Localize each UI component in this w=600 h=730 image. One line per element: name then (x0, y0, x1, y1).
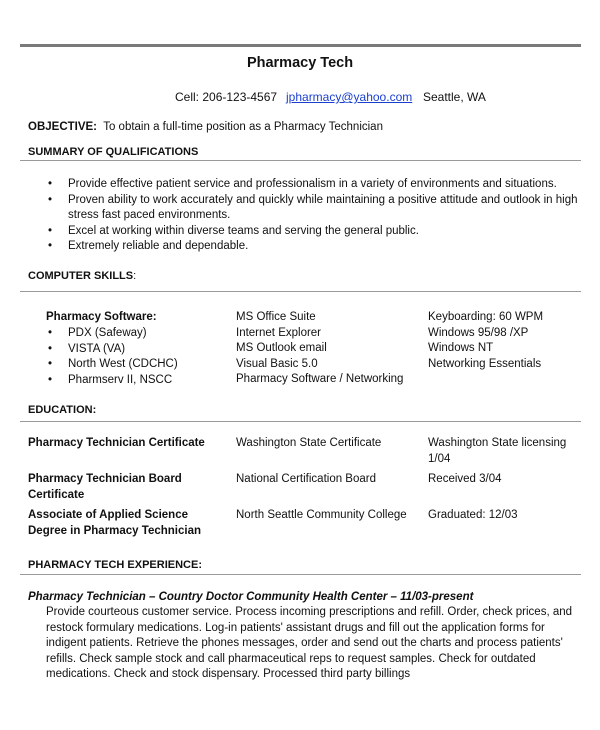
objective-label: OBJECTIVE: (28, 121, 98, 133)
bullet-icon: • (48, 240, 53, 252)
pharmacy-software-list (46, 326, 226, 388)
bullet-icon: • (48, 178, 53, 190)
education-school: National Certification Board (236, 473, 376, 485)
skill-item: MS Office Suite (236, 311, 316, 323)
location: Seattle, WA (423, 90, 486, 104)
skill-item: Networking Essentials (428, 357, 542, 370)
education-degree: Pharmacy Technician Certificate (28, 437, 205, 449)
skills-heading: COMPUTER SKILLS: (28, 270, 137, 282)
list-item: • North West (CDCHC) (46, 357, 226, 373)
list-item: • Excel at working within diverse teams and serving the general public. (46, 224, 586, 240)
skill-item: Pharmacy Software / Networking (236, 373, 404, 385)
education-status: Received 3/04 (428, 473, 502, 485)
list-item: • Proven ability to work accurately and quickly while maintaining a positive attitude and outlook in high stress fast paced environments. (48, 193, 578, 221)
education-status: Graduated: 12/03 (428, 509, 518, 521)
pharmacy-software-title: Pharmacy Software: (46, 311, 157, 323)
education-school: Washington State Certificate (236, 437, 382, 449)
experience-heading: PHARMACY TECH EXPERIENCE: (28, 559, 202, 571)
skill-item: MS Outlook email (236, 342, 327, 354)
objective-text: To obtain a full-time position as a Pharmacy Technician (103, 121, 383, 133)
skill-item: Windows NT (428, 342, 494, 354)
education-status: Washington State licensing 1/04 (428, 437, 567, 465)
skill-item: Windows 95/98 /XP (428, 326, 529, 339)
bullet-icon: • (48, 342, 53, 355)
education-heading: EDUCATION: (28, 404, 97, 416)
education-divider (20, 421, 581, 422)
education-school: North Seattle Community College (236, 509, 407, 521)
resume-title: Pharmacy Tech (246, 55, 354, 71)
skills-col2 (236, 310, 403, 388)
skill-item: Internet Explorer (236, 326, 322, 339)
bullet-icon: • (48, 193, 53, 206)
bullet-icon: • (48, 327, 53, 339)
list-item: • PDX (Safeway) (46, 326, 226, 342)
summary-divider (20, 160, 581, 161)
summary-heading: SUMMARY OF QUALIFICATIONS (28, 146, 199, 158)
top-divider (20, 44, 581, 47)
bullet-icon: • (48, 358, 53, 370)
objective-line (28, 120, 383, 136)
skills-divider (20, 291, 581, 292)
list-item: • Pharmserv II, NSCC (46, 373, 226, 389)
experience-divider (20, 574, 581, 575)
job-description: Provide courteous customer service. Process incoming prescriptions and refill. Order, check prices, and restock formulary medications. Log-in patients' assistant drugs and fill out the application forms for indigent patients. Retrieve the phones messages, order and send out the charts and process patients' refills. Check sample stock and call pharmaceutical reps to request samples. Check for outdated medications. Check and stock dispensary. Processed third party billings (46, 606, 573, 680)
summary-list (46, 177, 586, 255)
bullet-icon: • (48, 373, 53, 386)
list-item: • VISTA (VA) (46, 342, 226, 358)
education-degree: Associate of Applied Science Degree in Pharmacy Technician (28, 509, 201, 537)
bullet-icon: • (48, 224, 53, 237)
list-item: • Extremely reliable and dependable. (46, 239, 586, 255)
job-title: Pharmacy Technician – Country Doctor Community Health Center – 11/03-present (28, 591, 474, 603)
skill-item: Keyboarding: 60 WPM (428, 311, 544, 323)
skills-col3 (428, 310, 543, 372)
list-item: • Provide effective patient service and professionalism in a variety of environments and situations. (46, 177, 586, 193)
skill-item: Visual Basic 5.0 (236, 357, 318, 370)
cell-phone: Cell: 206-123-4567 (175, 90, 278, 104)
education-degree: Pharmacy Technician Board Certificate (28, 473, 182, 501)
email-link[interactable]: jpharmacy@yahoo.com (286, 90, 413, 104)
